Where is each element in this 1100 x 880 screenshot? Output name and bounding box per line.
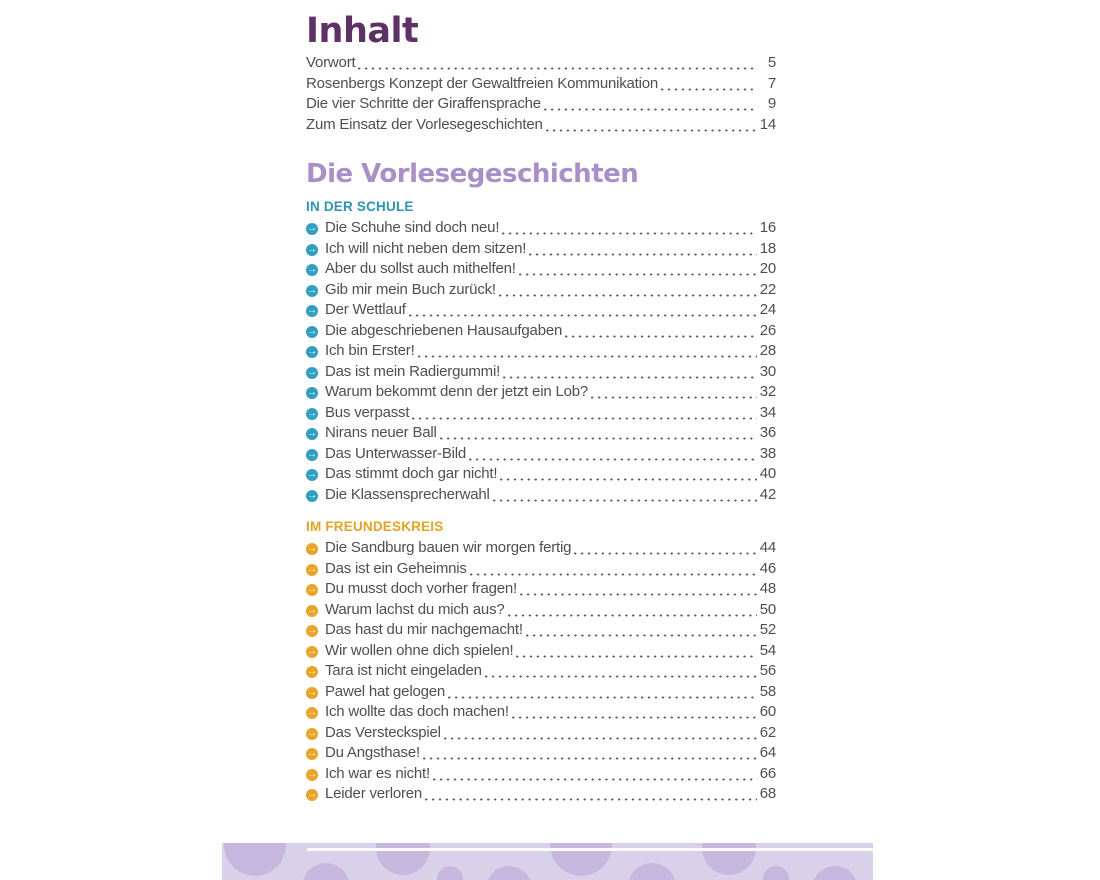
arrow-right-circle-icon: →	[307, 305, 317, 317]
toc-page-number: 56	[759, 662, 776, 679]
toc-entry-label: Aber du sollst auch mithelfen!	[325, 260, 516, 277]
front-matter-list	[306, 54, 776, 136]
arrow-right-circle-icon: →	[307, 543, 317, 555]
dot-leader	[409, 301, 757, 322]
toc-entry-row	[306, 601, 776, 622]
arrow-right-circle-icon: →	[307, 469, 317, 481]
toc-entry-row	[306, 683, 776, 704]
toc-entry-row	[306, 621, 776, 642]
toc-page-number: 5	[767, 54, 776, 71]
toc-entry-label: Ich will nicht neben dem sitzen!	[325, 239, 527, 257]
toc-page-number: 30	[759, 362, 776, 380]
toc-entry-label: Du Angsthase!	[325, 744, 420, 761]
toc-entry-label: Gib mir mein Buch zurück!	[325, 280, 496, 298]
toc-entry-row	[306, 785, 776, 806]
toc-entry-row	[306, 445, 776, 466]
toc-entry-label: Bus verpasst	[325, 403, 410, 421]
toc-entry-label: Die abgeschriebenen Hausaufgaben	[325, 321, 563, 339]
toc-page-number: 32	[759, 383, 776, 400]
toc-entry-row	[306, 219, 776, 240]
arrow-right-circle-icon: →	[307, 666, 317, 678]
toc-entry-row	[306, 724, 776, 745]
toc-page-number: 62	[759, 723, 776, 741]
toc-page-number: 34	[759, 403, 776, 421]
dot-leader	[502, 219, 757, 240]
page-title: Inhalt	[306, 11, 419, 51]
toc-entry-row	[306, 662, 776, 683]
toc-entry-row	[306, 465, 776, 486]
dot-leader	[499, 281, 757, 302]
dot-leader	[500, 465, 757, 486]
section-list-im-freundeskreis	[306, 539, 776, 806]
dot-leader	[544, 95, 757, 116]
arrow-right-circle-icon: →	[307, 707, 317, 719]
toc-entry-label: Zum Einsatz der Vorlesegeschichten	[306, 115, 543, 133]
section-list-in-der-schule	[306, 219, 776, 506]
dot-leader	[440, 424, 757, 445]
toc-entry-row	[306, 703, 776, 724]
toc-entry-row	[306, 260, 776, 281]
arrow-right-circle-icon: →	[307, 407, 317, 419]
toc-entry-row	[306, 281, 776, 302]
toc-entry-label: Der Wettlauf	[325, 301, 406, 318]
toc-entry-label: Das stimmt doch gar nicht!	[325, 465, 498, 482]
toc-entry-label: Die vier Schritte der Giraffensprache	[306, 95, 541, 112]
dot-leader	[529, 240, 757, 261]
toc-entry-row	[306, 342, 776, 363]
toc-page-number: 50	[759, 600, 776, 618]
toc-entry-label: Ich war es nicht!	[325, 764, 430, 782]
toc-page-number: 46	[759, 559, 776, 577]
arrow-right-circle-icon: →	[307, 448, 317, 460]
toc-page-number: 26	[759, 321, 776, 339]
toc-page-number: 22	[759, 280, 776, 298]
toc-entry-label: Das ist mein Radiergummi!	[325, 362, 501, 380]
toc-entry-label: Das Versteckspiel	[325, 723, 441, 741]
dot-leader	[485, 662, 757, 683]
toc-page-number: 24	[759, 301, 776, 318]
toc-entry-label: Das Unterwasser-Bild	[325, 444, 467, 462]
arrow-right-circle-icon: →	[307, 563, 317, 575]
toc-entry-row	[306, 95, 776, 116]
stories-heading: Die Vorlesegeschichten	[306, 159, 639, 189]
dot-leader	[546, 116, 757, 137]
toc-page-number: 54	[759, 641, 776, 659]
toc-entry-label: Vorwort	[306, 54, 356, 71]
dot-leader	[508, 601, 757, 622]
dot-leader	[448, 683, 757, 704]
dot-leader	[425, 785, 757, 806]
toc-entry-row	[306, 54, 776, 75]
toc-entry-row	[306, 404, 776, 425]
toc-entry-row	[306, 301, 776, 322]
toc-page-number: 36	[759, 424, 776, 441]
toc-page-number: 68	[759, 785, 776, 802]
toc-entry-label: Ich bin Erster!	[325, 342, 415, 359]
section-heading-im-freundeskreis: IM FREUNDESKREIS	[306, 519, 444, 534]
toc-entry-label: Warum bekommt denn der jetzt ein Lob?	[325, 383, 589, 400]
dot-leader	[516, 642, 757, 663]
toc-entry-label: Ich wollte das doch machen!	[325, 703, 509, 720]
toc-page-number: 58	[759, 682, 776, 700]
footer-divider-line	[307, 848, 873, 851]
toc-page-number: 48	[759, 580, 776, 597]
arrow-right-circle-icon: →	[307, 768, 317, 780]
toc-page-number: 40	[759, 465, 776, 482]
toc-entry-label: Warum lachst du mich aus?	[325, 600, 505, 618]
toc-entry-label: Rosenbergs Konzept der Gewaltfreien Kommunikation	[306, 74, 659, 92]
dot-leader	[423, 744, 757, 765]
arrow-right-circle-icon: →	[307, 489, 317, 501]
page-content	[222, 12, 873, 806]
dot-leader	[520, 580, 757, 601]
arrow-right-circle-icon: →	[307, 604, 317, 616]
arrow-right-circle-icon: →	[307, 789, 317, 801]
toc-page-number: 64	[759, 744, 776, 761]
toc-page-number: 18	[759, 239, 776, 257]
toc-entry-label: Nirans neuer Ball	[325, 424, 437, 441]
dot-leader	[470, 560, 757, 581]
arrow-right-circle-icon: →	[307, 584, 317, 596]
toc-entry-label: Die Klassensprecherwahl	[325, 485, 490, 503]
dot-leader	[444, 724, 757, 745]
dot-leader	[418, 342, 757, 363]
toc-entry-label: Pawel hat gelogen	[325, 682, 446, 700]
arrow-right-circle-icon: →	[307, 366, 317, 378]
dot-leader	[512, 703, 757, 724]
toc-page-number: 44	[759, 539, 776, 556]
section-heading-in-der-schule: IN DER SCHULE	[306, 199, 414, 214]
dot-leader	[503, 363, 757, 384]
arrow-right-circle-icon: →	[307, 727, 317, 739]
arrow-right-circle-icon: →	[307, 264, 317, 276]
decorative-footer-strip	[222, 843, 873, 880]
toc-entry-row	[306, 363, 776, 384]
toc-page-number: 14	[759, 115, 776, 133]
toc-page-number: 42	[759, 485, 776, 503]
toc-entry-row	[306, 560, 776, 581]
arrow-right-circle-icon: →	[307, 686, 317, 698]
dot-leader	[412, 404, 757, 425]
dot-leader	[493, 486, 757, 507]
toc-entry-row	[306, 765, 776, 786]
arrow-right-circle-icon: →	[307, 748, 317, 760]
dot-leader	[526, 621, 757, 642]
toc-entry-label: Leider verloren	[325, 785, 423, 802]
toc-entry-row	[306, 580, 776, 601]
toc-entry-label: Die Schuhe sind doch neu!	[325, 219, 500, 236]
arrow-right-circle-icon: →	[307, 325, 317, 337]
arrow-right-circle-icon: →	[307, 645, 317, 657]
book-page	[222, 0, 873, 880]
dot-leader	[574, 539, 757, 560]
toc-entry-label: Das ist ein Geheimnis	[325, 559, 467, 577]
toc-page-number: 38	[759, 444, 776, 462]
toc-entry-row	[306, 642, 776, 663]
toc-entry-row	[306, 539, 776, 560]
toc-entry-row	[306, 744, 776, 765]
dot-leader	[565, 322, 757, 343]
dot-leader	[519, 260, 757, 281]
toc-entry-label: Du musst doch vorher fragen!	[325, 580, 517, 597]
toc-entry-label: Wir wollen ohne dich spielen!	[325, 641, 514, 659]
arrow-right-circle-icon: →	[307, 625, 317, 637]
toc-entry-row	[306, 383, 776, 404]
dot-leader	[591, 383, 757, 404]
arrow-right-circle-icon: →	[307, 387, 317, 399]
toc-page-number: 60	[759, 703, 776, 720]
toc-page-number: 16	[759, 219, 776, 236]
arrow-right-circle-icon: →	[307, 243, 317, 255]
dot-leader	[469, 445, 757, 466]
toc-entry-label: Die Sandburg bauen wir morgen fertig	[325, 539, 572, 556]
toc-page-number: 9	[767, 95, 776, 112]
dot-leader	[661, 75, 757, 96]
toc-page-number: 28	[759, 342, 776, 359]
toc-page-number: 66	[759, 764, 776, 782]
toc-page-number: 52	[759, 621, 776, 638]
arrow-right-circle-icon: →	[307, 428, 317, 440]
toc-entry-label: Das hast du mir nachgemacht!	[325, 621, 523, 638]
arrow-right-circle-icon: →	[307, 284, 317, 296]
dot-leader	[358, 54, 757, 75]
toc-entry-row	[306, 116, 776, 137]
toc-entry-row	[306, 322, 776, 343]
toc-page-number: 20	[759, 260, 776, 277]
dot-leader	[433, 765, 757, 786]
arrow-right-circle-icon: →	[307, 346, 317, 358]
toc-page-number: 7	[767, 74, 776, 92]
toc-entry-row	[306, 75, 776, 96]
toc-entry-row	[306, 424, 776, 445]
toc-entry-row	[306, 486, 776, 507]
toc-entry-row	[306, 240, 776, 261]
arrow-right-circle-icon: →	[307, 223, 317, 235]
toc-entry-label: Tara ist nicht eingeladen	[325, 662, 482, 679]
